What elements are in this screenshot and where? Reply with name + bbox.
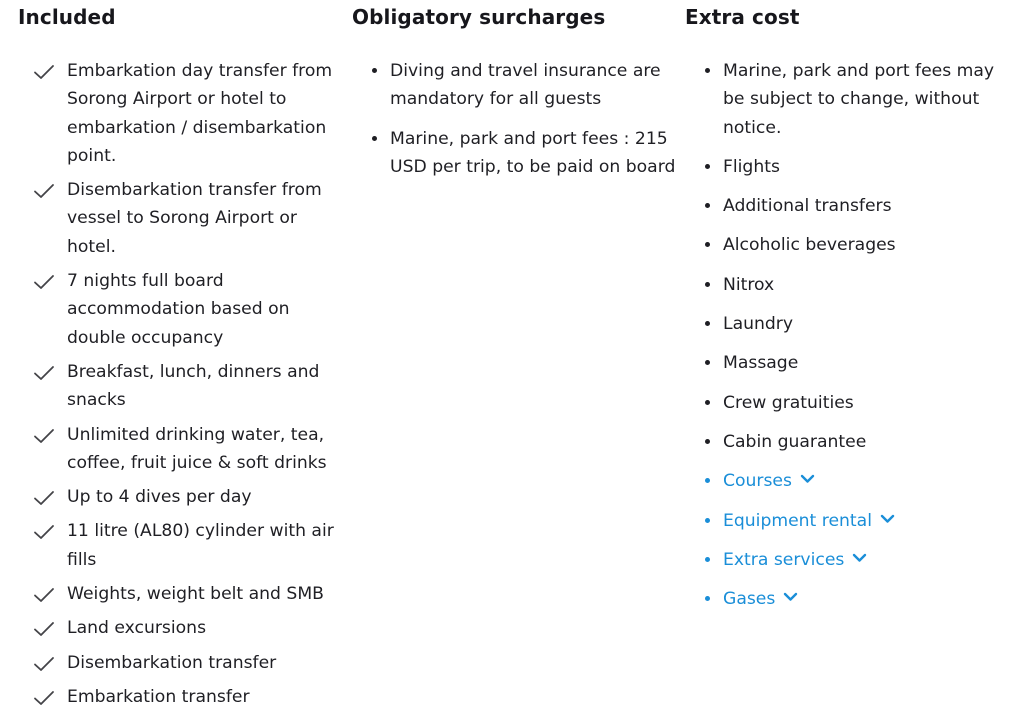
bullet-icon xyxy=(705,321,710,326)
bullet-icon xyxy=(705,518,710,523)
included-item xyxy=(18,176,348,261)
included-item-label: 7 nights full board accommodation based on double occupancy xyxy=(67,271,290,348)
included-item xyxy=(18,57,348,170)
surcharges-list xyxy=(352,57,687,192)
check-icon xyxy=(33,64,55,80)
included-item xyxy=(18,421,348,478)
included-item-label: Weights, weight belt and SMB xyxy=(67,584,324,605)
chevron-down-icon[interactable] xyxy=(783,592,798,602)
check-icon xyxy=(33,690,55,706)
bullet-icon xyxy=(705,596,710,601)
extra-cost-item-label: Nitrox xyxy=(723,274,775,295)
check-icon xyxy=(33,524,55,540)
extra-cost-item-label: Laundry xyxy=(723,314,794,335)
extra-cost-item-label: Massage xyxy=(723,353,799,374)
extra-cost-item xyxy=(685,57,1015,142)
surcharge-item-label: Marine, park and port fees : 215 USD per trip, to be paid on board xyxy=(390,128,676,177)
bullet-icon xyxy=(705,439,710,444)
expand-extra-services[interactable] xyxy=(685,546,1015,574)
extra-cost-item-label: Cabin guarantee xyxy=(723,431,867,452)
extra-cost-item xyxy=(685,389,1015,417)
extra-cost-item xyxy=(685,271,1015,299)
check-icon xyxy=(33,183,55,199)
extra-cost-item xyxy=(685,428,1015,456)
check-icon xyxy=(33,587,55,603)
bullet-icon xyxy=(705,242,710,247)
included-item xyxy=(18,517,348,574)
check-icon xyxy=(33,428,55,444)
extra-cost-item-label: Flights xyxy=(723,156,780,177)
included-item-label: 11 litre (AL80) cylinder with air fills xyxy=(67,521,334,570)
bullet-icon xyxy=(705,478,710,483)
bullet-icon xyxy=(705,360,710,365)
check-icon xyxy=(33,656,55,672)
extra-cost-title: Extra cost xyxy=(685,5,800,29)
bullet-icon xyxy=(705,282,710,287)
included-item xyxy=(18,649,348,677)
bullet-icon xyxy=(705,557,710,562)
chevron-down-icon[interactable] xyxy=(852,553,867,563)
included-item xyxy=(18,267,348,352)
included-item xyxy=(18,683,348,711)
expand-courses[interactable] xyxy=(685,467,1015,495)
surcharge-item xyxy=(352,125,687,182)
included-item-label: Embarkation transfer xyxy=(67,686,250,707)
chevron-down-icon[interactable] xyxy=(880,514,895,524)
bullet-icon xyxy=(705,203,710,208)
included-list xyxy=(18,57,348,717)
surcharge-item-label: Diving and travel insurance are mandatory for all guests xyxy=(390,61,661,110)
check-icon xyxy=(33,621,55,637)
included-item xyxy=(18,580,348,608)
extra-cost-item xyxy=(685,192,1015,220)
check-icon xyxy=(33,490,55,506)
included-item-label: Up to 4 dives per day xyxy=(67,487,252,508)
expand-gases[interactable] xyxy=(685,585,1015,613)
expand-courses-label[interactable]: Courses xyxy=(723,471,792,492)
extra-cost-item-label: Alcoholic beverages xyxy=(723,235,896,256)
bullet-icon xyxy=(372,68,377,73)
surcharge-item xyxy=(352,57,687,114)
expand-extra-services-label[interactable]: Extra services xyxy=(723,549,845,570)
extra-cost-item xyxy=(685,310,1015,338)
included-item xyxy=(18,614,348,642)
chevron-down-icon[interactable] xyxy=(800,474,815,484)
included-item xyxy=(18,483,348,511)
bullet-icon xyxy=(372,136,377,141)
expand-equipment-rental-label[interactable]: Equipment rental xyxy=(723,510,872,531)
included-item xyxy=(18,358,348,415)
included-item-label: Disembarkation transfer from vessel to Sorong Airport or hotel. xyxy=(67,180,322,257)
extra-cost-list xyxy=(685,57,1015,624)
extra-cost-item xyxy=(685,231,1015,259)
surcharges-title: Obligatory surcharges xyxy=(352,5,606,29)
extra-cost-item-label: Additional transfers xyxy=(723,196,892,217)
bullet-icon xyxy=(705,164,710,169)
included-title: Included xyxy=(18,5,116,29)
bullet-icon xyxy=(705,68,710,73)
included-item-label: Embarkation day transfer from Sorong Airport or hotel to embarkation / disembarkation point. xyxy=(67,61,333,166)
check-icon xyxy=(33,274,55,290)
extra-cost-item xyxy=(685,153,1015,181)
extra-cost-item xyxy=(685,349,1015,377)
included-item-label: Breakfast, lunch, dinners and snacks xyxy=(67,361,320,411)
expand-equipment-rental[interactable] xyxy=(685,507,1015,535)
check-icon xyxy=(33,365,55,381)
bullet-icon xyxy=(705,400,710,405)
included-item-label: Disembarkation transfer xyxy=(67,652,277,673)
included-item-label: Land excursions xyxy=(67,618,207,639)
expand-gases-label[interactable]: Gases xyxy=(723,589,776,610)
extra-cost-item-label: Marine, park and port fees may be subject to change, without notice. xyxy=(723,61,995,138)
included-item-label: Unlimited drinking water, tea, coffee, fruit juice & soft drinks xyxy=(67,424,327,473)
extra-cost-item-label: Crew gratuities xyxy=(723,392,854,413)
